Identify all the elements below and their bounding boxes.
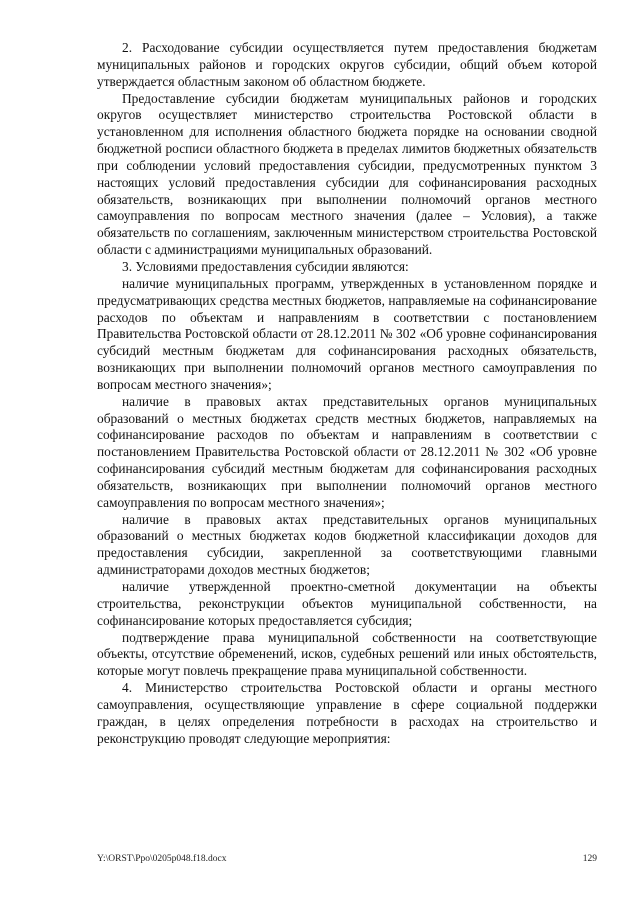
paragraph-provision: Предоставление субсидии бюджетам муниципальных районов и городских округов осуществляет министерство строительства Ростовской области в установленном для исполнения областного бюджета порядке на основании сводной бюджетной росписи областного бюджета в пределах лимитов бюджетных обязательств при соблюдении условий предоставления субсидии, предусмотренных пунктом 3 настоящих условий предоставления субсидии для софинансирования расходных обязательств, возникающих при выполнении полномочий органов местного самоуправления по вопросам местного значения (далее – Условия), а также обязательств по соглашениям, заключенным министерством строительства Ростовской области с администрациями муниципальных образований.	[97, 90, 597, 258]
page-number: 129	[582, 854, 597, 864]
paragraph-4-ministry: 4. Министерство строительства Ростовской области и органы местного самоуправления, осуществляющие управление в сфере социальной поддержки граждан, в целях определения потребности в расходах на строительство и реконструкцию проводят следующие мероприятия:	[97, 680, 597, 746]
condition-design-docs: наличие утвержденной проектно-сметной документации на объекты строительства, реконструкции объектов муниципальной собственности, на софинансирование которых предоставляется субсидия;	[97, 579, 597, 628]
condition-ownership: подтверждение права муниципальной собственности на соответствующие объекты, отсутствие обременений, исков, судебных решений или иных обстоятельств, которые могут повлечь прекращение права муниципальной собственности.	[97, 629, 597, 679]
paragraph-2-spending: 2. Расходование субсидии осуществляется путем предоставления бюджетам муниципальных районов и городских округов субсидии, общий объем которой утверждается областным законом об областном бюджете.	[97, 40, 597, 89]
footer-file-path: Y:\ORST\Ppo\0205p048.f18.docx	[97, 854, 227, 864]
document-body	[97, 40, 597, 747]
paragraph-3-conditions: 3. Условиями предоставления субсидии являются:	[122, 258, 409, 274]
condition-municipal-programs: наличие муниципальных программ, утвержденных в установленном порядке и предусматривающих средства местных бюджетов, направляемые на софинансирование расходов по объектам и направлениям в соответствии с постановлением Правительства Ростовской области от 28.12.2011 № 302 «Об уровне софинансирования субсидий местным бюджетам для софинансирования расходных обязательств, возникающих при выполнении полномочий органов местного самоуправления по вопросам местного значения»;	[97, 275, 597, 392]
condition-budget-codes: наличие в правовых актах представительных органов муниципальных образований о местных бюджетах кодов бюджетной классификации доходов для предоставления субсидии, закрепленной за соответствующими главными администраторами доходов местных бюджетов;	[97, 511, 597, 578]
condition-budget-funds: наличие в правовых актах представительных органов муниципальных образований о местных бюджетах средств местных бюджетов, направляемых на софинансирование расходов по объектам и направлениям в соответствии с постановлением Правительства Ростовской области от 28.12.2011 № 302 «Об уровне софинансирования субсидий местным бюджетам для софинансирования расходных обязательств, возникающих при выполнении полномочий органов местного самоуправления по вопросам местного значения»;	[97, 393, 597, 510]
